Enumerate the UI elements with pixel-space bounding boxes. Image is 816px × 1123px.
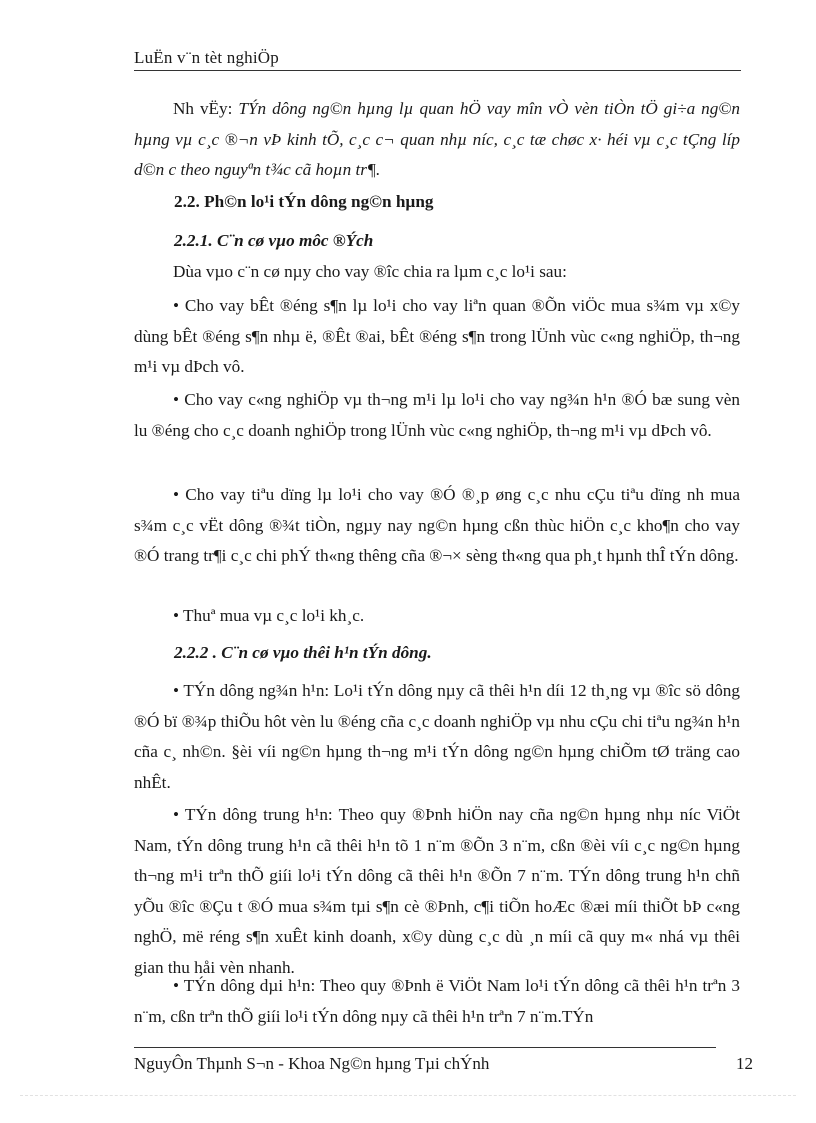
paragraph-classification-intro: Dùa vµo c¨n cø nµy cho vay ®îc chia ra lµm c¸c lo¹i sau: (173, 262, 567, 281)
bullet-long-term-credit: • TÝn dông dµi h¹n: Theo quy ®Þnh ë ViÖt Nam lo¹i tÝn dông cã thêi h¹n trªn 3 n¨m, cßn trªn thÕ giíi lo¹i tÝn dông nµy cã thêi h¹n trªn 7 n¨m.TÝn (134, 976, 740, 1026)
bullet-consumer-loan: • Cho vay tiªu dïng lµ lo¹i cho vay ®Ó ®¸p øng c¸c nhu cÇu tiªu dïng nh mua s¾m c¸c vËt dông ®¾t tiÒn, ngµy nay ng©n hµng cßn thùc hiÖn c¸c kho¶n cho vay ®Ó trang tr¶i c¸c chi phÝ th«ng thêng cña ®¬× sèng th«ng qua ph¸t hµnh thÎ tÝn dông. (134, 485, 740, 565)
bullet-real-estate-loan: • Cho vay bÊt ®éng s¶n lµ lo¹i cho vay liªn quan ®Õn viÖc mua s¾m vµ x©y dùng bÊt ®éng s¶n nhµ ë, ®Êt ®ai, bÊt ®éng s¶n trong lÜnh vùc c«ng nghiÖp, th¬ng m¹i vµ dÞch vô. (134, 296, 740, 376)
footer-rule (134, 1047, 716, 1048)
bullet-industrial-commercial-loan: • Cho vay c«ng nghiÖp vµ th¬ng m¹i lµ lo¹i cho vay ng¾n h¹n ®Ó bæ sung vèn lu ®éng cho c¸c doanh nghiÖp trong lÜnh vùc c«ng nghiÖp, th¬ng m¹i vµ dÞch vô. (134, 390, 740, 440)
intro-lead: Nh vËy: (173, 99, 233, 118)
subsection-heading-2-2-2: 2.2.2 . C¨n cø vµo thêi h¹n tÝn dông. (174, 643, 432, 662)
intro-definition: TÝn dông ng©n hµng lµ quan hÖ vay mîn vÒ vèn tiÒn tÖ gi÷a ng©n hµng vµ c¸c ®¬n vÞ kinh tÕ, c¸c c¬ quan nhµ níc, c¸c tæ chøc x· héi vµ c¸c tÇng líp d©n c theo nguyªn t¾c cã hoµn tr¶. (134, 99, 740, 179)
section-heading-2-2: 2.2. Ph©n lo¹i tÝn dông ng©n hµng (174, 192, 434, 211)
page-number: 12 (736, 1054, 753, 1073)
running-header: LuËn v¨n tèt nghiÖp (134, 48, 279, 67)
bullet-leasing: • Thuª mua vµ c¸c lo¹i kh¸c. (173, 606, 365, 625)
bullet-short-term-credit: • TÝn dông ng¾n h¹n: Lo¹i tÝn dông nµy cã thêi h¹n díi 12 th¸ng vµ ®îc sö dông ®Ó bï ®¾p thiÕu hôt vèn lu ®éng cña c¸c doanh nghiÖp vµ nhu cÇu chi tiªu ng¾n h¹n cña c¸ nh©n. §èi víi ng©n hµng th¬ng m¹i tÝn dông ng©n hµng chiÕm tØ träng cao nhÊt. (134, 681, 740, 792)
intro-paragraph (134, 94, 740, 186)
page-edge (20, 1095, 796, 1096)
subsection-heading-2-2-1: 2.2.1. C¨n cø vµo môc ®Ých (174, 231, 374, 250)
bullet-medium-term-credit: • TÝn dông trung h¹n: Theo quy ®Þnh hiÖn nay cña ng©n hµng nhµ níc ViÖt Nam, tÝn dông trung h¹n cã thêi h¹n tõ 1 n¨m ®Õn 3 n¨m, cßn ®èi víi c¸c ng©n hµng th¬ng m¹i trªn thÕ giíi lo¹i tÝn dông cã thêi h¹n ®Õn 7 n¨m. TÝn dông trung h¹n chñ yÕu ®îc ®Çu t ®Ó mua s¾m tµi s¶n cè ®Þnh, c¶i tiÕn hoÆc ®æi míi thiÕt bÞ c«ng nghÖ, më réng s¶n xuÊt kinh doanh, x©y dùng c¸c dù ¸n míi cã quy m« nhá vµ thêi gian thu håi vèn nhanh. (134, 805, 740, 977)
header-rule (134, 70, 741, 71)
footer-author: NguyÔn Thµnh S¬n - Khoa Ng©n hµng Tµi chÝnh (134, 1054, 490, 1073)
